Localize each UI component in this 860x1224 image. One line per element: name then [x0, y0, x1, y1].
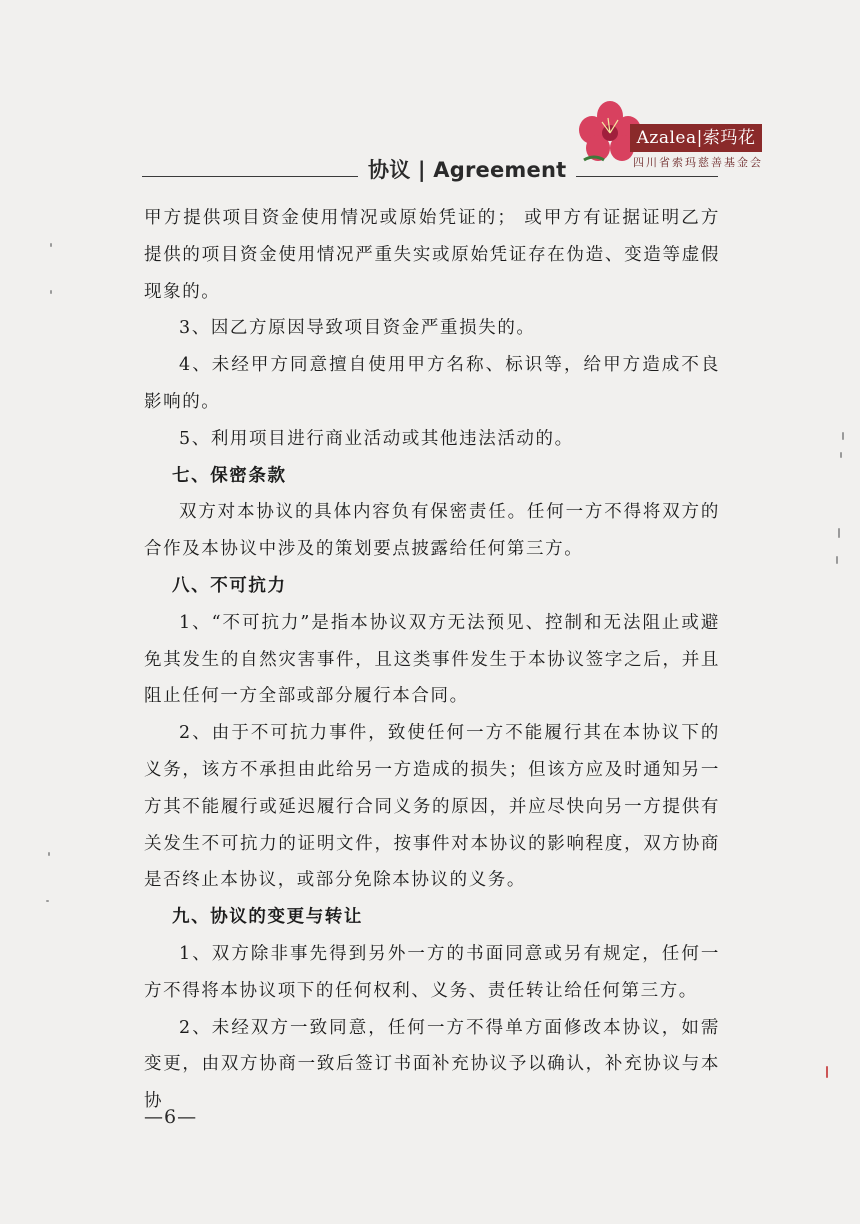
scan-speck: [50, 243, 52, 247]
clause-item: 2、由于不可抗力事件，致使任何一方不能履行其在本协议下的义务，该方不承担由此给另一方造成的损失；但该方应及时通知另一方其不能履行或延迟履行合同义务的原因，并应尽快向另一方提供有关发生不可抗力的证明文件，按事件对本协议的影响程度，双方协商是否终止本协议，或部分免除本协议的义务。: [144, 723, 720, 891]
scan-speck: [836, 556, 838, 564]
clause-item: 2、未经双方一致同意，任何一方不得单方面修改本协议，如需变更，由双方协商一致后签订书面补充协议予以确认，补充协议与本协: [144, 1017, 720, 1112]
header-title: 协议 | Agreement: [358, 154, 576, 184]
scan-speck: [46, 900, 49, 902]
scan-speck: [48, 852, 50, 856]
scan-speck: [838, 528, 840, 538]
scan-speck: [50, 290, 52, 294]
clause-item: 1、双方除非事先得到另外一方的书面同意或另有规定，任何一方不得将本协议项下的任何权利、义务、责任转让给任何第三方。: [144, 943, 720, 1001]
logo-subtitle: 四川省索玛慈善基金会: [633, 156, 763, 169]
section-heading: 七、保密条款: [172, 465, 287, 486]
clause-item: 3、因乙方原因导致项目资金严重损失的。: [179, 318, 536, 339]
foundation-logo: [578, 100, 768, 172]
paragraph-continuation: 甲方提供项目资金使用情况或原始凭证的； 或甲方有证据证明乙方提供的项目资金使用情况严重失实或原始凭证存在伪造、变造等虚假现象的。: [144, 208, 720, 302]
agreement-body: [144, 200, 720, 1120]
page-number: —6—: [144, 1106, 198, 1128]
clause-item: 4、未经甲方同意擅自使用甲方名称、标识等，给甲方造成不良影响的。: [144, 355, 720, 412]
scan-speck: [840, 452, 842, 458]
clause-item: 5、利用项目进行商业活动或其他违法活动的。: [179, 428, 574, 449]
clause-item: 1、“不可抗力”是指本协议双方无法预见、控制和无法阻止或避免其发生的自然灾害事件，且这类事件发生于本协议签字之后，并且阻止任何一方全部或部分履行本合同。: [144, 612, 720, 707]
clause-item: 双方对本协议的具体内容负有保密责任。任何一方不得将双方的合作及本协议中涉及的策划要点披露给任何第三方。: [144, 502, 720, 560]
logo-wordmark: Azalea|索玛花: [630, 124, 762, 152]
section-heading: 八、不可抗力: [172, 575, 287, 596]
scan-speck: [826, 1066, 828, 1078]
scan-speck: [842, 432, 844, 440]
section-heading: 九、协议的变更与转让: [172, 907, 363, 928]
